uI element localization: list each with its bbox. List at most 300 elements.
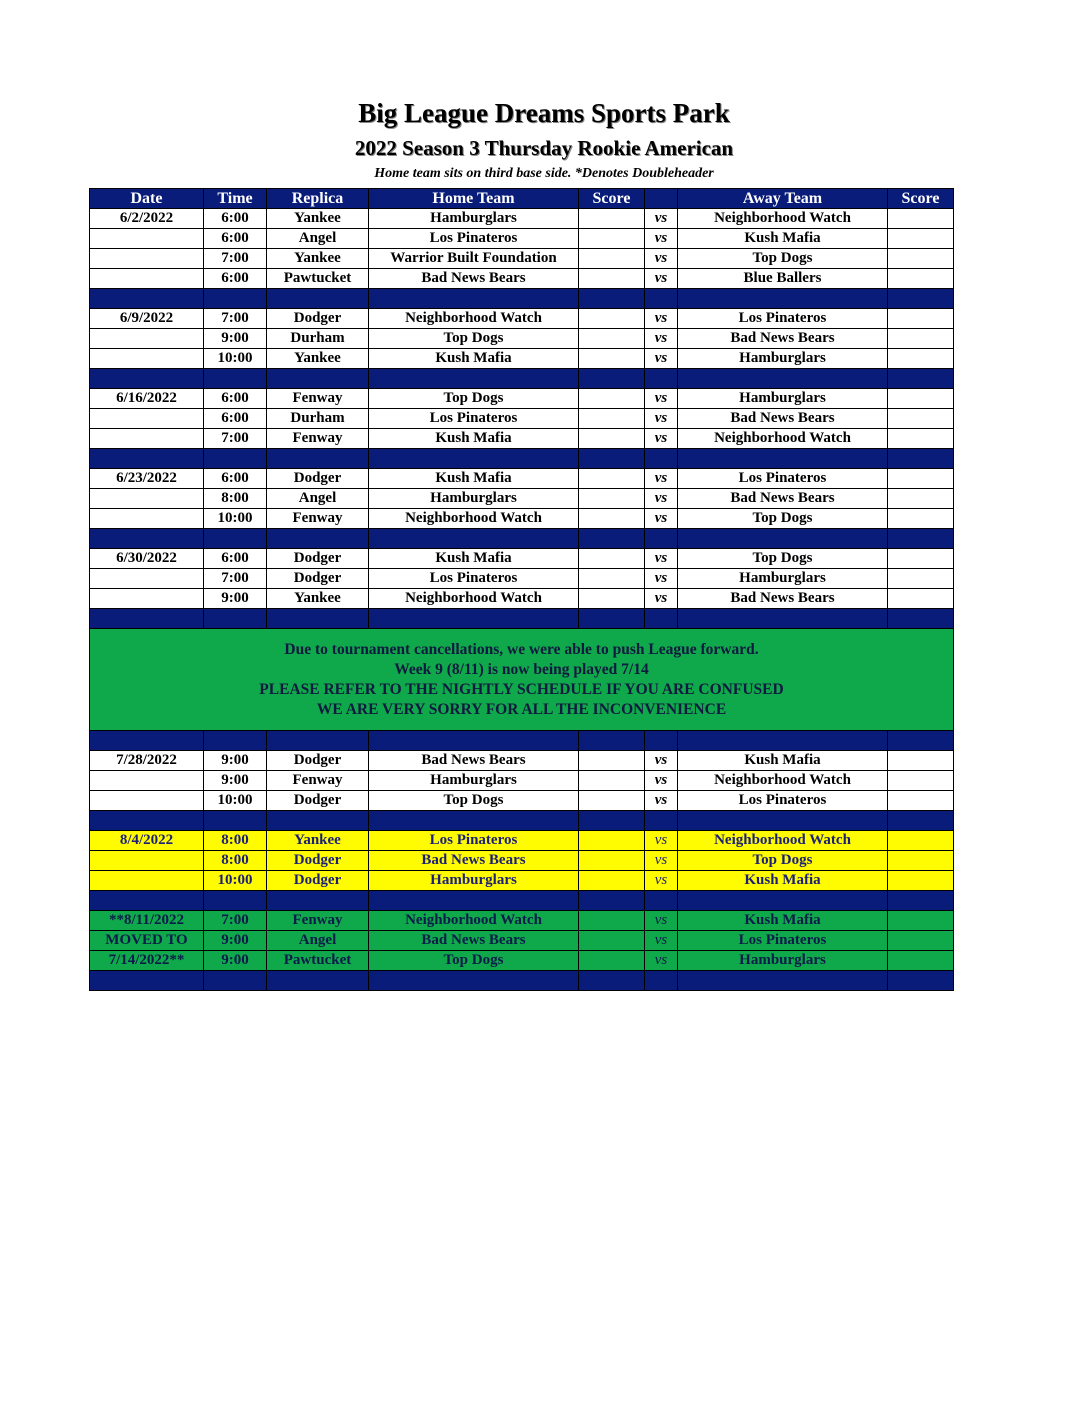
game-replica: Dodger <box>267 751 369 771</box>
separator-cell <box>369 449 579 469</box>
vs-label: vs <box>645 569 678 589</box>
game-date <box>90 569 204 589</box>
separator-row <box>90 289 954 309</box>
game-row <box>90 851 954 871</box>
separator-cell <box>204 289 267 309</box>
game-date <box>90 229 204 249</box>
col-time: Time <box>204 189 267 209</box>
game-replica: Dodger <box>267 851 369 871</box>
home-team: Kush Mafia <box>369 349 579 369</box>
home-team: Los Pinateros <box>369 229 579 249</box>
separator-cell <box>678 449 888 469</box>
vs-label: vs <box>645 329 678 349</box>
separator-cell <box>579 609 645 629</box>
home-score <box>579 269 645 289</box>
game-replica: Fenway <box>267 911 369 931</box>
away-team: Bad News Bears <box>678 329 888 349</box>
notice-message <box>90 629 954 731</box>
separator-cell <box>579 529 645 549</box>
game-row <box>90 549 954 569</box>
game-time: 7:00 <box>204 249 267 269</box>
home-score <box>579 349 645 369</box>
game-row <box>90 911 954 931</box>
game-replica: Pawtucket <box>267 269 369 289</box>
vs-label: vs <box>645 851 678 871</box>
game-time: 7:00 <box>204 911 267 931</box>
game-replica: Yankee <box>267 349 369 369</box>
separator-cell <box>204 609 267 629</box>
game-replica: Dodger <box>267 549 369 569</box>
game-time: 9:00 <box>204 931 267 951</box>
away-score <box>888 871 954 891</box>
game-replica: Angel <box>267 489 369 509</box>
game-date <box>90 489 204 509</box>
game-row <box>90 409 954 429</box>
separator-cell <box>579 369 645 389</box>
separator-cell <box>267 369 369 389</box>
away-score <box>888 209 954 229</box>
home-team: Neighborhood Watch <box>369 509 579 529</box>
game-date <box>90 791 204 811</box>
game-row <box>90 931 954 951</box>
game-row <box>90 871 954 891</box>
separator-cell <box>204 891 267 911</box>
vs-label: vs <box>645 429 678 449</box>
game-replica: Yankee <box>267 831 369 851</box>
separator-cell <box>369 529 579 549</box>
game-row <box>90 589 954 609</box>
away-team: Bad News Bears <box>678 489 888 509</box>
away-team: Kush Mafia <box>678 751 888 771</box>
home-score <box>579 309 645 329</box>
separator-cell <box>267 811 369 831</box>
home-team: Los Pinateros <box>369 569 579 589</box>
home-team: Los Pinateros <box>369 831 579 851</box>
away-team: Neighborhood Watch <box>678 429 888 449</box>
home-score <box>579 209 645 229</box>
game-row <box>90 249 954 269</box>
home-team: Warrior Built Foundation <box>369 249 579 269</box>
home-score <box>579 229 645 249</box>
game-row <box>90 469 954 489</box>
game-row <box>90 569 954 589</box>
game-replica: Dodger <box>267 469 369 489</box>
game-time: 6:00 <box>204 549 267 569</box>
separator-cell <box>645 449 678 469</box>
game-row <box>90 349 954 369</box>
separator-cell <box>90 811 204 831</box>
game-time: 6:00 <box>204 229 267 249</box>
game-date <box>90 851 204 871</box>
home-score <box>579 469 645 489</box>
game-row <box>90 309 954 329</box>
page-subtitle: 2022 Season 3 Thursday Rookie American <box>354 136 734 160</box>
away-team: Los Pinateros <box>678 791 888 811</box>
separator-cell <box>579 811 645 831</box>
separator-cell <box>369 811 579 831</box>
separator-cell <box>645 731 678 751</box>
home-team: Kush Mafia <box>369 469 579 489</box>
game-date: **8/11/2022 <box>90 911 204 931</box>
separator-cell <box>267 609 369 629</box>
home-team: Top Dogs <box>369 791 579 811</box>
notice-line: PLEASE REFER TO THE NIGHTLY SCHEDULE IF YOU ARE CONFUSED <box>259 680 784 698</box>
separator-cell <box>267 971 369 991</box>
separator-cell <box>369 289 579 309</box>
separator-cell <box>267 891 369 911</box>
away-team: Kush Mafia <box>678 911 888 931</box>
game-date <box>90 269 204 289</box>
col-replica: Replica <box>267 189 369 209</box>
game-date: 6/9/2022 <box>90 309 204 329</box>
away-team: Neighborhood Watch <box>678 771 888 791</box>
vs-label: vs <box>645 309 678 329</box>
separator-cell <box>678 289 888 309</box>
vs-label: vs <box>645 509 678 529</box>
away-team: Los Pinateros <box>678 469 888 489</box>
game-time: 6:00 <box>204 469 267 489</box>
game-time: 8:00 <box>204 489 267 509</box>
separator-cell <box>678 971 888 991</box>
game-time: 7:00 <box>204 569 267 589</box>
separator-cell <box>645 891 678 911</box>
page-title: Big League Dreams Sports Park <box>358 98 730 128</box>
game-time: 6:00 <box>204 409 267 429</box>
home-team: Neighborhood Watch <box>369 589 579 609</box>
notice-row <box>90 629 954 731</box>
away-score <box>888 831 954 851</box>
home-score <box>579 249 645 269</box>
home-score <box>579 851 645 871</box>
separator-cell <box>678 609 888 629</box>
separator-cell <box>90 369 204 389</box>
col-home-team: Home Team <box>369 189 579 209</box>
away-team: Neighborhood Watch <box>678 831 888 851</box>
home-score <box>579 389 645 409</box>
away-team: Hamburglars <box>678 569 888 589</box>
home-score <box>579 429 645 449</box>
game-date: 7/14/2022** <box>90 951 204 971</box>
col-vs <box>645 189 678 209</box>
separator-cell <box>579 289 645 309</box>
separator-cell <box>90 731 204 751</box>
away-score <box>888 229 954 249</box>
separator-cell <box>645 289 678 309</box>
home-score <box>579 489 645 509</box>
separator-cell <box>678 731 888 751</box>
home-score <box>579 771 645 791</box>
notice-line: Due to tournament cancellations, we were able to push League forward. <box>284 640 759 658</box>
separator-cell <box>90 609 204 629</box>
separator-row <box>90 971 954 991</box>
separator-cell <box>204 449 267 469</box>
away-team: Los Pinateros <box>678 931 888 951</box>
notice-line: Week 9 (8/11) is now being played 7/14 <box>394 660 649 678</box>
game-replica: Dodger <box>267 871 369 891</box>
game-replica: Fenway <box>267 509 369 529</box>
separator-cell <box>888 449 954 469</box>
separator-cell <box>645 811 678 831</box>
game-replica: Dodger <box>267 309 369 329</box>
home-team: Bad News Bears <box>369 751 579 771</box>
home-team: Bad News Bears <box>369 931 579 951</box>
separator-cell <box>678 891 888 911</box>
away-score <box>888 509 954 529</box>
home-team: Hamburglars <box>369 871 579 891</box>
game-replica: Fenway <box>267 389 369 409</box>
separator-row <box>90 731 954 751</box>
vs-label: vs <box>645 229 678 249</box>
separator-cell <box>369 731 579 751</box>
game-date <box>90 329 204 349</box>
game-row <box>90 951 954 971</box>
separator-cell <box>369 609 579 629</box>
game-date: 7/28/2022 <box>90 751 204 771</box>
away-team: Top Dogs <box>678 249 888 269</box>
separator-row <box>90 369 954 389</box>
away-score <box>888 791 954 811</box>
game-row <box>90 509 954 529</box>
separator-cell <box>645 971 678 991</box>
away-score <box>888 249 954 269</box>
game-row <box>90 269 954 289</box>
separator-cell <box>645 609 678 629</box>
game-date: 6/23/2022 <box>90 469 204 489</box>
separator-cell <box>645 529 678 549</box>
game-row <box>90 389 954 409</box>
away-team: Kush Mafia <box>678 871 888 891</box>
separator-cell <box>267 529 369 549</box>
home-score <box>579 589 645 609</box>
vs-label: vs <box>645 589 678 609</box>
vs-label: vs <box>645 409 678 429</box>
game-replica: Yankee <box>267 249 369 269</box>
home-team: Neighborhood Watch <box>369 309 579 329</box>
separator-cell <box>267 289 369 309</box>
away-team: Kush Mafia <box>678 229 888 249</box>
away-score <box>888 269 954 289</box>
page-note: Home team sits on third base side. *Denotes Doubleheader <box>374 166 714 181</box>
home-score <box>579 951 645 971</box>
col-date: Date <box>90 189 204 209</box>
separator-cell <box>888 369 954 389</box>
col-away-score: Score <box>888 189 954 209</box>
vs-label: vs <box>645 269 678 289</box>
game-row <box>90 791 954 811</box>
game-replica: Angel <box>267 229 369 249</box>
away-score <box>888 569 954 589</box>
separator-cell <box>204 369 267 389</box>
separator-cell <box>888 971 954 991</box>
game-row <box>90 771 954 791</box>
home-team: Top Dogs <box>369 329 579 349</box>
game-date: 6/16/2022 <box>90 389 204 409</box>
vs-label: vs <box>645 549 678 569</box>
vs-label: vs <box>645 349 678 369</box>
game-replica: Dodger <box>267 791 369 811</box>
game-time: 8:00 <box>204 831 267 851</box>
vs-label: vs <box>645 871 678 891</box>
separator-cell <box>90 891 204 911</box>
home-score <box>579 911 645 931</box>
home-team: Top Dogs <box>369 951 579 971</box>
home-team: Top Dogs <box>369 389 579 409</box>
game-time: 10:00 <box>204 791 267 811</box>
col-away-team: Away Team <box>678 189 888 209</box>
away-team: Top Dogs <box>678 549 888 569</box>
game-replica: Durham <box>267 409 369 429</box>
schedule-table <box>89 188 954 991</box>
separator-cell <box>888 529 954 549</box>
game-time: 10:00 <box>204 509 267 529</box>
separator-cell <box>369 891 579 911</box>
game-time: 7:00 <box>204 309 267 329</box>
away-score <box>888 771 954 791</box>
separator-cell <box>888 289 954 309</box>
separator-row <box>90 529 954 549</box>
separator-cell <box>888 731 954 751</box>
separator-row <box>90 609 954 629</box>
separator-cell <box>267 449 369 469</box>
separator-cell <box>888 609 954 629</box>
away-team: Bad News Bears <box>678 589 888 609</box>
game-date <box>90 771 204 791</box>
home-team: Bad News Bears <box>369 269 579 289</box>
game-date <box>90 871 204 891</box>
separator-cell <box>369 971 579 991</box>
separator-cell <box>369 369 579 389</box>
game-row <box>90 831 954 851</box>
vs-label: vs <box>645 931 678 951</box>
separator-cell <box>678 529 888 549</box>
game-replica: Fenway <box>267 771 369 791</box>
separator-cell <box>579 971 645 991</box>
away-score <box>888 309 954 329</box>
separator-cell <box>888 891 954 911</box>
vs-label: vs <box>645 771 678 791</box>
vs-label: vs <box>645 389 678 409</box>
game-date <box>90 249 204 269</box>
separator-cell <box>204 529 267 549</box>
notice-line: WE ARE VERY SORRY FOR ALL THE INCONVENIENCE <box>316 700 727 718</box>
away-team: Blue Ballers <box>678 269 888 289</box>
game-row <box>90 751 954 771</box>
vs-label: vs <box>645 791 678 811</box>
away-score <box>888 329 954 349</box>
game-date <box>90 589 204 609</box>
away-team: Hamburglars <box>678 389 888 409</box>
separator-cell <box>579 449 645 469</box>
game-date: 6/30/2022 <box>90 549 204 569</box>
separator-cell <box>204 811 267 831</box>
game-row <box>90 489 954 509</box>
separator-cell <box>888 811 954 831</box>
separator-cell <box>90 289 204 309</box>
home-team: Kush Mafia <box>369 549 579 569</box>
game-time: 10:00 <box>204 871 267 891</box>
away-score <box>888 951 954 971</box>
game-time: 9:00 <box>204 589 267 609</box>
game-replica: Yankee <box>267 209 369 229</box>
away-score <box>888 751 954 771</box>
game-time: 7:00 <box>204 429 267 449</box>
away-score <box>888 931 954 951</box>
game-date: MOVED TO <box>90 931 204 951</box>
home-score <box>579 329 645 349</box>
home-score <box>579 791 645 811</box>
separator-cell <box>90 529 204 549</box>
home-score <box>579 871 645 891</box>
game-time: 9:00 <box>204 771 267 791</box>
game-date: 8/4/2022 <box>90 831 204 851</box>
game-replica: Fenway <box>267 429 369 449</box>
game-date: 6/2/2022 <box>90 209 204 229</box>
game-date <box>90 409 204 429</box>
game-time: 10:00 <box>204 349 267 369</box>
separator-cell <box>678 369 888 389</box>
away-team: Hamburglars <box>678 951 888 971</box>
home-team: Kush Mafia <box>369 429 579 449</box>
game-time: 9:00 <box>204 751 267 771</box>
away-score <box>888 549 954 569</box>
separator-cell <box>90 449 204 469</box>
vs-label: vs <box>645 209 678 229</box>
game-date <box>90 349 204 369</box>
away-score <box>888 349 954 369</box>
separator-cell <box>90 971 204 991</box>
away-team: Neighborhood Watch <box>678 209 888 229</box>
vs-label: vs <box>645 951 678 971</box>
home-team: Hamburglars <box>369 771 579 791</box>
away-team: Bad News Bears <box>678 409 888 429</box>
col-home-score: Score <box>579 189 645 209</box>
separator-cell <box>204 731 267 751</box>
home-score <box>579 509 645 529</box>
separator-cell <box>204 971 267 991</box>
separator-row <box>90 811 954 831</box>
home-score <box>579 569 645 589</box>
game-replica: Pawtucket <box>267 951 369 971</box>
game-replica: Angel <box>267 931 369 951</box>
vs-label: vs <box>645 751 678 771</box>
table-header-row <box>90 189 954 209</box>
home-score <box>579 831 645 851</box>
game-replica: Dodger <box>267 569 369 589</box>
separator-row <box>90 449 954 469</box>
away-team: Top Dogs <box>678 851 888 871</box>
away-score <box>888 409 954 429</box>
away-score <box>888 489 954 509</box>
away-score <box>888 851 954 871</box>
separator-row <box>90 891 954 911</box>
game-row <box>90 209 954 229</box>
away-score <box>888 469 954 489</box>
game-row <box>90 429 954 449</box>
away-score <box>888 429 954 449</box>
separator-cell <box>267 731 369 751</box>
home-score <box>579 549 645 569</box>
game-time: 6:00 <box>204 269 267 289</box>
away-score <box>888 589 954 609</box>
away-team: Los Pinateros <box>678 309 888 329</box>
away-score <box>888 911 954 931</box>
game-replica: Yankee <box>267 589 369 609</box>
away-team: Top Dogs <box>678 509 888 529</box>
vs-label: vs <box>645 249 678 269</box>
game-time: 8:00 <box>204 851 267 871</box>
game-row <box>90 229 954 249</box>
game-time: 6:00 <box>204 209 267 229</box>
